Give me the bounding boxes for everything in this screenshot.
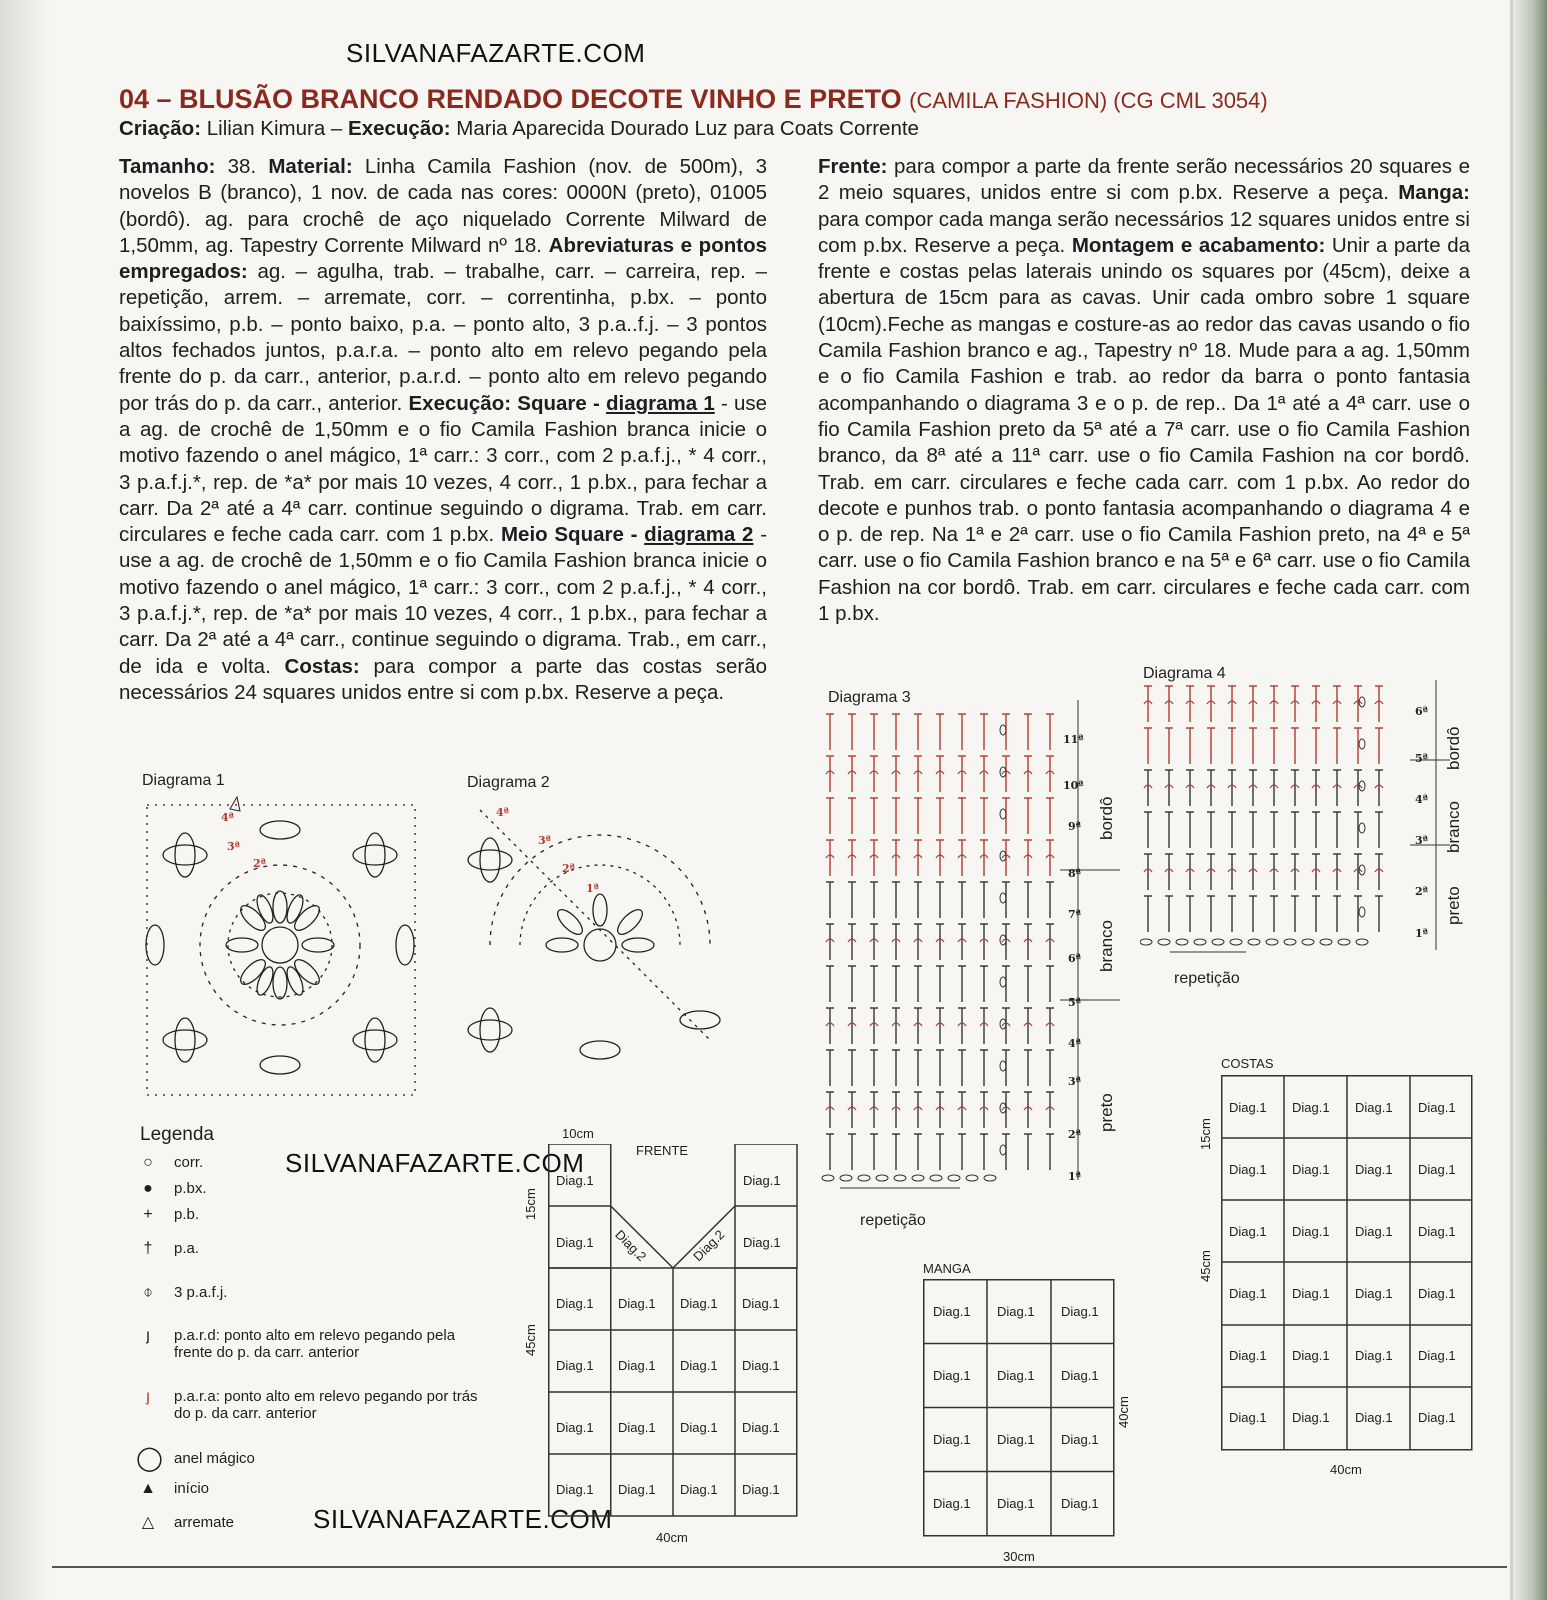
d4-row-4: 4ª — [1415, 793, 1429, 806]
credits: Criação: Lilian Kimura – Execução: Maria Aparecida Dourado Luz para Coats Corrente — [119, 117, 919, 140]
schematic-cell: Diag.1 — [742, 1420, 780, 1435]
schematic-cell: Diag.1 — [1292, 1410, 1330, 1425]
half-square-diagram-ref: diagrama 2 — [644, 523, 754, 547]
half-square-text: - use a ag. de crochê de 1,50mm e o fio Camila Fashion branca inicie o motivo fazendo o anel mágico, 1ª carr.: 3 corr., com 2 p.a.f.j., * 4 corr., 3 p.a.f.j.*, rep. de *a* por mais 10 vezes, 4 corr., 1 p.bx., para fechar a carr. Da 2ª até a 4ª carr., continue seguindo o digrama. Trab., em carr., de ida e volta. — [119, 523, 768, 678]
instructions-left-column — [119, 154, 767, 706]
frente-left-main-measure: 45cm — [523, 1324, 538, 1356]
legend-text-inicio: início — [174, 1480, 210, 1497]
schematic-cell: Diag.1 — [1355, 1410, 1393, 1425]
d4-color-bordo: bordô — [1444, 726, 1463, 770]
frente-cell: Diag.1 — [743, 1173, 781, 1188]
costas-bottom-measure: 40cm — [1330, 1462, 1362, 1477]
schematic-cell: Diag.1 — [556, 1482, 594, 1497]
costas-title: COSTAS — [1221, 1056, 1274, 1071]
legend-text-pbx: p.bx. — [174, 1180, 207, 1197]
legend-title: Legenda — [140, 1124, 214, 1145]
schematic-cell: Diag.1 — [933, 1368, 971, 1383]
legend-text-para: p.a.r.a: ponto alto em relevo pegando por trás do p. da carr. anterior — [174, 1388, 478, 1422]
schematic-cell: Diag.1 — [1355, 1162, 1393, 1177]
d3-row-11: 11ª — [1063, 733, 1084, 746]
schematic-cell: Diag.1 — [618, 1296, 656, 1311]
schematic-cell: Diag.1 — [680, 1420, 718, 1435]
legend-item-3pafj — [143, 1284, 228, 1301]
schematic-cell: Diag.1 — [933, 1432, 971, 1447]
slip-stitch-icon: ● — [143, 1180, 153, 1197]
d2-row-1: 1ª — [586, 882, 600, 895]
d3-color-preto: preto — [1097, 1093, 1116, 1132]
single-crochet-icon: + — [143, 1206, 153, 1223]
legend-item-inicio — [140, 1480, 210, 1497]
legend-item-para — [146, 1388, 494, 1422]
assembly-label: Montagem e acabamento: — [1071, 233, 1326, 257]
bottom-rule — [52, 1566, 1507, 1568]
d4-repeat-label: repetição — [1174, 970, 1240, 987]
costas-left-top-measure: 15cm — [1198, 1118, 1213, 1150]
frente-cell: Diag.1 — [743, 1235, 781, 1250]
frente-top-measure: 10cm — [562, 1126, 594, 1141]
d3-row-6: 6ª — [1068, 952, 1082, 965]
d2-row-2: 2ª — [562, 862, 576, 875]
frente-grid — [548, 1144, 800, 1522]
title-main: 04 – BLUSÃO BRANCO RENDADO DECOTE VINHO E PRETO — [119, 84, 902, 114]
d3-row-1: 1ª — [1068, 1170, 1082, 1183]
d1-row-4: 4ª — [221, 811, 235, 824]
assembly-text: Unir a parte da frente e costas pelas laterais unindo os squares por (45cm), deixe a abertura de 15cm para as cavas. Unir cada ombro sobre 1 square (10cm).Feche as mangas e costure-as ao redor das cavas usando o fio Camila Fashion branco e ag., Tapestry nº 18. Mude para a ag. 1,50mm e o fio Camila Fashion e trab. ao redor da barra o ponto fantasia acompanhando o diagrama 3 e o p. de rep.. Da 1ª até a 4ª carr. use o fio Camila Fashion preto da 5ª até a 7ª carr. use o fio Camila Fashion branco, da 8ª até a 11ª carr. use o fio Camila Fashion na cor bordô. Trab. em carr. circulares e feche cada carr. com 1 p.bx. Ao redor do decote e punhos trab. o ponto fantasia acompanhando o diagrama 4 e o p. de rep. Na 1ª e 2ª carr. use o fio Camila Fashion preto, na 4ª e 5ª carr. use o fio Camila Fashion branco e na 5ª e 6ª carr. use o fio Camila Fashion na cor bordô. Trab. em carr. circulares e feche cada carr. com 1 p.bx. — [818, 233, 1471, 626]
frente-title: FRENTE — [636, 1143, 688, 1158]
legend-item-pb — [143, 1206, 200, 1223]
book-spine — [1513, 0, 1547, 1600]
frente-half-cell: Diag.2 — [612, 1226, 650, 1265]
legend-text-pa: p.a. — [174, 1240, 200, 1257]
half-square-label: Meio Square - — [500, 523, 638, 547]
schematic-cell: Diag.1 — [1418, 1162, 1456, 1177]
manga-bottom-measure: 30cm — [1003, 1549, 1035, 1564]
legend-item-corr — [143, 1154, 204, 1171]
schematic-cell: Diag.1 — [680, 1482, 718, 1497]
diagram-2-label: Diagrama 2 — [467, 774, 550, 791]
diagram-3-stitch-chart — [820, 700, 1120, 1200]
magic-ring-icon: ◯ — [136, 1445, 163, 1472]
pattern-title — [119, 84, 1268, 115]
schematic-cell: Diag.1 — [618, 1358, 656, 1373]
back-text: para compor a parte das costas serão necessários 24 squares unidos entre si com p.bx. Reserve a peça. — [119, 654, 767, 704]
schematic-cell: Diag.1 — [1355, 1286, 1393, 1301]
manga-right-measure: 40cm — [1116, 1396, 1131, 1428]
schematic-cell: Diag.1 — [1418, 1224, 1456, 1239]
page-left-shadow — [0, 0, 52, 1600]
d4-row-1: 1ª — [1415, 927, 1429, 940]
frente-left-top-measure: 15cm — [523, 1188, 538, 1220]
legend-text-3pafj: 3 p.a.f.j. — [174, 1284, 228, 1301]
schematic-cell: Diag.1 — [1418, 1348, 1456, 1363]
creation-name: Lilian Kimura — [206, 117, 326, 140]
schematic-cell: Diag.1 — [1229, 1224, 1267, 1239]
d3-row-9: 9ª — [1068, 820, 1082, 833]
d4-row-3: 3ª — [1415, 834, 1429, 847]
schematic-cell: Diag.1 — [1418, 1100, 1456, 1115]
schematic-cell: Diag.1 — [556, 1358, 594, 1373]
front-label: Frente: — [818, 155, 888, 178]
creation-label: Criação: — [119, 117, 202, 140]
back-label: Costas: — [284, 654, 360, 678]
schematic-cell: Diag.1 — [1229, 1348, 1267, 1363]
costas-left-main-measure: 45cm — [1198, 1250, 1213, 1282]
material-text: Linha Camila Fashion (nov. de 500m), 3 novelos B (branco), 1 nov. de cada nas cores: 0000N (preto), 01005 (bordô). ag. para crochê de aço niquelado Corrente Milward de 1,50mm, ag. Tapestry Corrente Milward nº 18. — [119, 155, 767, 257]
d3-color-branco: branco — [1097, 920, 1116, 972]
back-post-icon: ȷ — [146, 1388, 150, 1405]
schematic-cell: Diag.1 — [933, 1496, 971, 1511]
title-sub: (CAMILA FASHION) (CG CML 3054) — [909, 88, 1268, 113]
legend-text-corr: corr. — [174, 1154, 204, 1171]
manga-title: MANGA — [923, 1261, 971, 1276]
square-label: Square - — [517, 391, 600, 415]
d3-color-bordo: bordô — [1097, 796, 1116, 840]
diagram-3-label: Diagrama 3 — [828, 689, 911, 706]
schematic-cell: Diag.1 — [933, 1304, 971, 1319]
legend-text-arremate: arremate — [174, 1514, 235, 1531]
frente-cell: Diag.1 — [556, 1173, 594, 1188]
d1-row-2: 2ª — [253, 857, 267, 870]
d3-row-8: 8ª — [1068, 867, 1082, 880]
costas-grid — [1221, 1075, 1475, 1453]
site-watermark-bottom: SILVANAFAZARTE.COM — [313, 1504, 613, 1534]
cluster-icon: ⌽ — [143, 1284, 153, 1301]
material-label: Material: — [268, 155, 353, 178]
diagram-4-label: Diagrama 4 — [1143, 665, 1226, 682]
diagram-1-square-motif — [125, 795, 435, 1110]
frente-cell: Diag.1 — [556, 1235, 594, 1250]
schematic-cell: Diag.1 — [1355, 1100, 1393, 1115]
instructions-right-column — [818, 154, 1470, 627]
execution-heading: Execução: — [408, 391, 512, 415]
legend-item-pard — [146, 1327, 494, 1361]
site-watermark-middle: SILVANAFAZARTE.COM — [285, 1148, 585, 1178]
legend-item-anel — [136, 1445, 255, 1472]
diagram-4-stitch-chart — [1140, 680, 1450, 970]
schematic-cell: Diag.1 — [618, 1420, 656, 1435]
d4-row-6: 6ª — [1415, 705, 1429, 718]
schematic-cell: Diag.1 — [1292, 1162, 1330, 1177]
schematic-cell: Diag.1 — [556, 1420, 594, 1435]
schematic-cell: Diag.1 — [997, 1432, 1035, 1447]
d4-color-preto: preto — [1444, 886, 1463, 925]
schematic-cell: Diag.1 — [680, 1296, 718, 1311]
schematic-cell: Diag.1 — [1061, 1304, 1099, 1319]
schematic-cell: Diag.1 — [1061, 1496, 1099, 1511]
sleeve-label: Manga: — [1398, 181, 1470, 205]
legend-item-arremate — [141, 1514, 235, 1531]
d3-row-3: 3ª — [1068, 1075, 1082, 1088]
schematic-cell: Diag.1 — [1061, 1368, 1099, 1383]
schematic-cell: Diag.1 — [1355, 1348, 1393, 1363]
schematic-cell: Diag.1 — [1418, 1286, 1456, 1301]
size-value: 38. — [227, 155, 257, 178]
d1-row-3: 3ª — [227, 840, 241, 853]
execution-name: Maria Aparecida Dourado Luz para Coats Corrente — [456, 117, 919, 140]
schematic-cell: Diag.1 — [742, 1296, 780, 1311]
schematic-cell: Diag.1 — [1229, 1286, 1267, 1301]
double-crochet-icon: † — [143, 1240, 153, 1257]
schematic-cell: Diag.1 — [556, 1296, 594, 1311]
schematic-cell: Diag.1 — [742, 1358, 780, 1373]
d4-row-5: 5ª — [1415, 752, 1429, 765]
schematic-cell: Diag.1 — [742, 1482, 780, 1497]
front-post-icon: ȷ — [146, 1327, 150, 1344]
size-label: Tamanho: — [119, 155, 216, 178]
legend-item-pbx — [143, 1180, 207, 1197]
abbrev-label: Abreviaturas e pontos empregados: — [119, 233, 767, 284]
schematic-cell: Diag.1 — [1229, 1410, 1267, 1425]
d4-row-2: 2ª — [1415, 885, 1429, 898]
front-text: para compor a parte da frente serão necessários 20 squares e 2 meio squares, unidos entre si com p.bx. Reserve a peça. — [818, 155, 1470, 205]
d3-row-10: 10ª — [1063, 779, 1084, 792]
start-icon: ▲ — [140, 1480, 156, 1497]
d2-row-4: 4ª — [496, 806, 510, 819]
schematic-cell: Diag.1 — [1292, 1348, 1330, 1363]
schematic-cell: Diag.1 — [997, 1368, 1035, 1383]
schematic-cell: Diag.1 — [1292, 1100, 1330, 1115]
chain-icon: ○ — [143, 1154, 153, 1171]
schematic-cell: Diag.1 — [1292, 1224, 1330, 1239]
finish-icon: △ — [141, 1514, 155, 1531]
abbrev-text: ag. – agulha, trab. – trabalhe, carr. – carreira, rep. – repetição, arrem. – arremate, corr. – correntinha, p.bx. – ponto baixíssimo, p.b. – ponto baixo, p.a. – ponto alto, 3 p.a..f.j. – 3 pontos altos fechados juntos, p.a.r.a. – ponto alto em relevo pegando pela frente do p. da carr., anterior, p.a.r.d. – ponto alto em relevo pegando por trás do p. da carr., anterior. — [119, 260, 767, 415]
schematic-cell: Diag.1 — [618, 1482, 656, 1497]
d3-row-2: 2ª — [1068, 1128, 1082, 1141]
schematic-cell: Diag.1 — [1355, 1224, 1393, 1239]
site-watermark-top: SILVANAFAZARTE.COM — [346, 38, 646, 68]
schematic-cell: Diag.1 — [1229, 1162, 1267, 1177]
diagram-2-half-square-motif — [450, 800, 740, 1100]
schematic-cell: Diag.1 — [1061, 1432, 1099, 1447]
legend-text-pb: p.b. — [174, 1206, 200, 1223]
schematic-cell: Diag.1 — [1229, 1100, 1267, 1115]
d2-row-3: 3ª — [538, 834, 552, 847]
frente-half-cell: Diag.2 — [690, 1226, 728, 1265]
d3-row-5: 5ª — [1068, 996, 1082, 1009]
execution-label: Execução: — [348, 117, 451, 140]
d3-repeat-label: repetição — [860, 1212, 926, 1229]
schematic-cell: Diag.1 — [997, 1496, 1035, 1511]
legend-item-pa — [143, 1240, 200, 1257]
d4-color-branco: branco — [1444, 801, 1463, 853]
schematic-cell: Diag.1 — [997, 1304, 1035, 1319]
d3-row-4: 4ª — [1068, 1037, 1082, 1050]
sleeve-text: para compor cada manga serão necessários 12 squares unidos entre si com p.bx. Reserve a peça. — [818, 207, 1470, 257]
schematic-cell: Diag.1 — [1292, 1286, 1330, 1301]
d3-row-7: 7ª — [1068, 908, 1082, 921]
schematic-cell: Diag.1 — [680, 1358, 718, 1373]
square-diagram-ref: diagrama 1 — [605, 391, 715, 415]
legend-text-pard: p.a.r.d: ponto alto em relevo pegando pela frente do p. da carr. anterior — [174, 1327, 456, 1361]
diagram-1-label: Diagrama 1 — [142, 772, 225, 789]
frente-bottom-measure: 40cm — [656, 1530, 688, 1545]
legend-text-anel: anel mágico — [174, 1450, 255, 1467]
square-text: - use a ag. de crochê de 1,50mm e o fio Camila Fashion branca inicie o motivo fazendo o anel mágico, 1ª carr.: 3 corr., com 2 p.a.f.j., * 4 corr., 3 p.a.f.j.*, rep. de *a* por mais 10 vezes, 4 corr., 1 p.bx., para fechar a carr. Da 2ª até a 4ª carr. continue seguindo o digrama. Trab. em carr. circulares e feche cada carr. com 1 p.bx. — [119, 391, 768, 547]
schematic-cell: Diag.1 — [1418, 1410, 1456, 1425]
